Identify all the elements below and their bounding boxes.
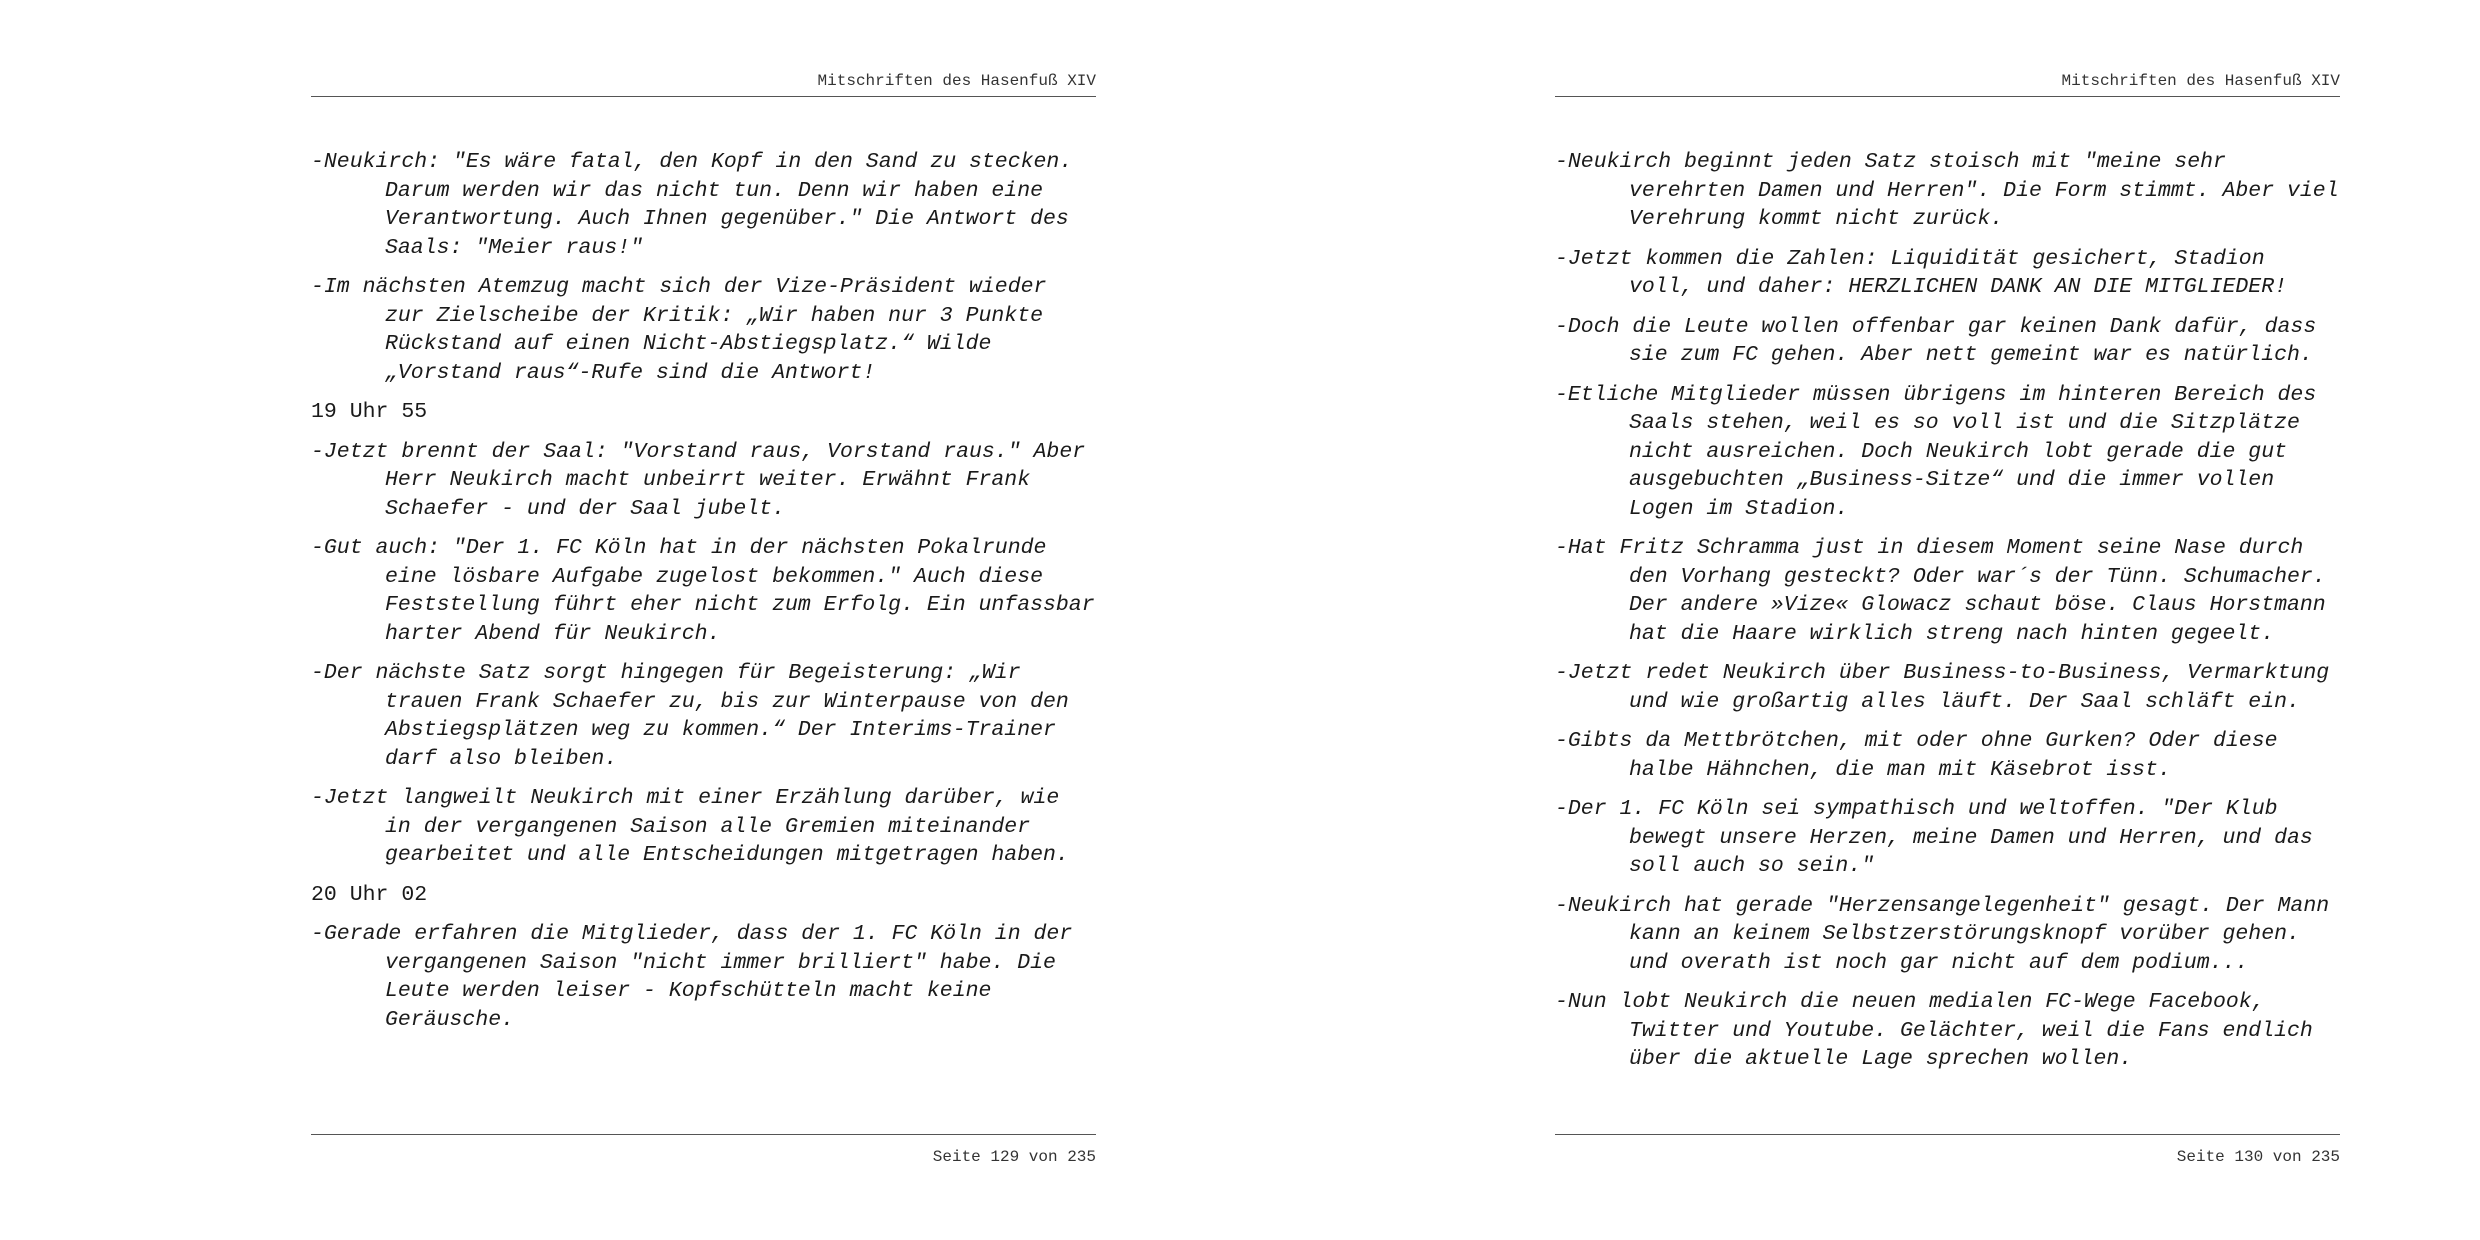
paragraph: -Hat Fritz Schramma just in diesem Moment seine Nase durch den Vorhang gesteckt? Oder war´s der Tünn. Schumacher. Der andere »Vize« Glowacz schaut böse. Claus Horstmann hat die Haare wirklich streng nach hinten gegeelt. <box>1555 536 2326 646</box>
paragraph: -Jetzt brennt der Saal: "Vorstand raus, Vorstand raus." Aber Herr Neukirch macht unbeirrt weiter. Erwähnt Frank Schaefer - und der Saal jubelt. <box>311 439 1086 521</box>
paragraph: -Der nächste Satz sorgt hingegen für Begeisterung: „Wir trauen Frank Schaefer zu, bis zur Winterpause von den Abstiegsplätzen weg zu kommen.“ Der Interims-Trainer darf also bleiben. <box>311 661 1069 771</box>
paragraph: -Gibts da Mettbrötchen, mit oder ohne Gurken? Oder diese halbe Hähnchen, die man mit Käsebrot isst. <box>1555 729 2278 782</box>
page-number: Seite 129 von 235 <box>932 1148 1096 1166</box>
footer-rule <box>1555 1134 2340 1135</box>
paragraph: -Jetzt redet Neukirch über Business-to-Business, Vermarktung und wie großartig alles läuft. Der Saal schläft ein. <box>1555 661 2330 714</box>
paragraph: -Neukirch hat gerade "Herzensangelegenheit" gesagt. Der Mann kann an keinem Selbstzerstörungsknopf vorüber gehen. und overath ist noch gar nicht auf dem podium... <box>1555 893 2330 975</box>
paragraph: -Gut auch: "Der 1. FC Köln hat in der nächsten Pokalrunde eine lösbare Aufgabe zugelost bekommen." Auch diese Feststellung führt eher nicht zum Erfolg. Ein unfassbar harter Abend für Neukirch. <box>311 536 1095 646</box>
footer-rule <box>311 1134 1096 1135</box>
paragraph: -Der 1. FC Köln sei sympathisch und weltoffen. "Der Klub bewegt unsere Herzen, meine Damen und Herren, und das soll auch so sein." <box>1555 797 2313 878</box>
paragraph: -Im nächsten Atemzug macht sich der Vize-Präsident wieder zur Zielscheibe der Kritik: „Wir haben nur 3 Punkte Rückstand auf einen Nicht-Abstiegsplatz.“ Wilde „Vorstand raus“-Rufe sind die Antwort! <box>311 275 1047 385</box>
running-header: Mitschriften des Hasenfuß XIV <box>817 72 1096 90</box>
header-rule <box>1555 96 2340 97</box>
paragraph: -Jetzt kommen die Zahlen: Liquidität gesichert, Stadion voll, und daher: HERZLICHEN DANK AN DIE MITGLIEDER! <box>1555 246 2288 299</box>
timestamp-heading: 19 Uhr 55 <box>311 400 428 424</box>
page-right <box>1555 0 2340 1240</box>
timestamp-heading: 20 Uhr 02 <box>311 882 428 907</box>
paragraph: -Nun lobt Neukirch die neuen medialen FC-Wege Facebook, Twitter und Youtube. Gelächter, weil die Fans endlich über die aktuelle Lage sprechen wollen. <box>1555 990 2313 1071</box>
paragraph: -Doch die Leute wollen offenbar gar keinen Dank dafür, dass sie zum FC gehen. Aber nett gemeint war es natürlich. <box>1555 314 2317 367</box>
running-header: Mitschriften des Hasenfuß XIV <box>2061 72 2340 90</box>
page-content <box>311 148 1096 1045</box>
paragraph: -Neukirch: "Es wäre fatal, den Kopf in den Sand zu stecken. Darum werden wir das nicht tun. Denn wir haben eine Verantwortung. Auch Ihnen gegenüber." Die Antwort des Saals: "Meier raus!" <box>311 150 1073 260</box>
paragraph: -Etliche Mitglieder müssen übrigens im hinteren Bereich des Saals stehen, weil es so voll ist und die Sitzplätze nicht ausreichen. Doch Neukirch lobt gerade die gut ausgebuchten „Business-Sitze“ und die immer vollen Logen im Stadion. <box>1555 382 2317 521</box>
header-rule <box>311 96 1096 97</box>
paragraph: -Jetzt langweilt Neukirch mit einer Erzählung darüber, wie in der vergangenen Saison alle Gremien miteinander gearbeitet und alle Entscheidungen mitgetragen haben. <box>311 786 1069 867</box>
paragraph: -Neukirch beginnt jeden Satz stoisch mit "meine sehr verehrten Damen und Herren". Die Form stimmt. Aber viel Verehrung kommt nicht zurück. <box>1555 150 2339 231</box>
page-content <box>1555 148 2340 1085</box>
paragraph: -Gerade erfahren die Mitglieder, dass der 1. FC Köln in der vergangenen Saison "nicht immer brilliert" habe. Die Leute werden leiser - Kopfschütteln macht keine Geräusche. <box>311 922 1073 1032</box>
page-number: Seite 130 von 235 <box>2176 1148 2340 1166</box>
page-left <box>311 0 1096 1240</box>
